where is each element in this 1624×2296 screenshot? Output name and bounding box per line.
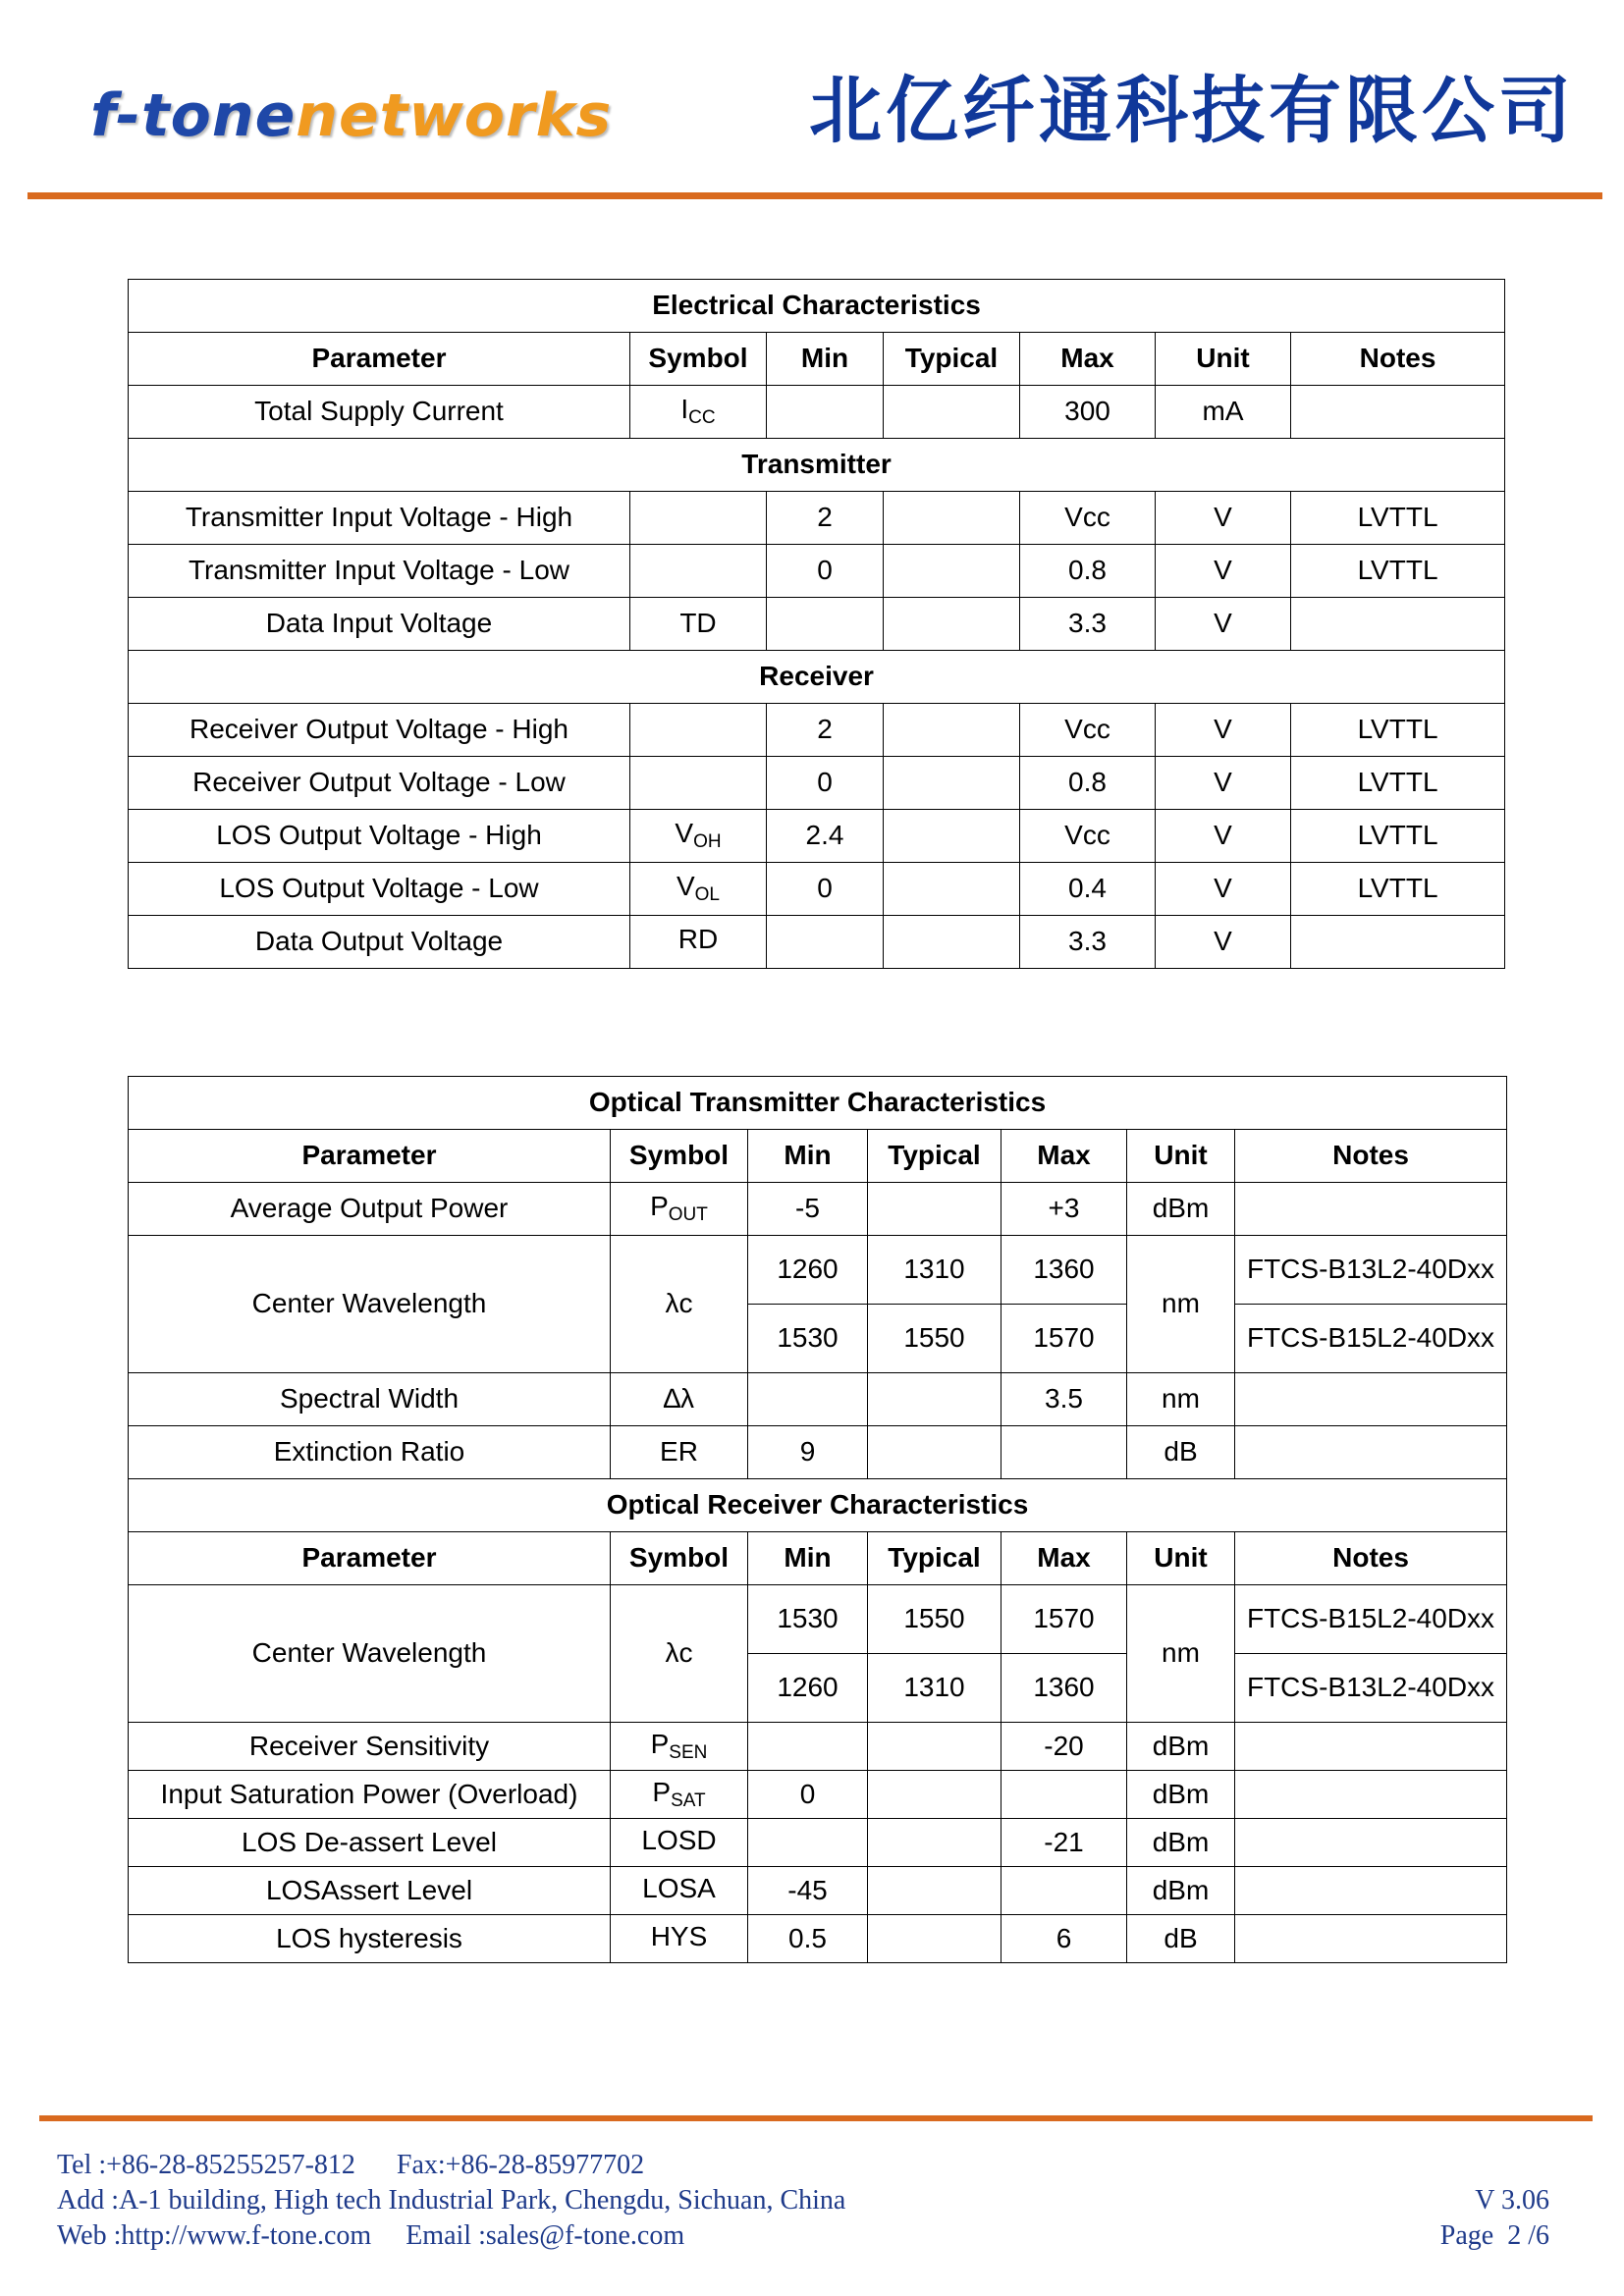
cell-unit: dBm bbox=[1127, 1183, 1235, 1236]
header-row bbox=[129, 333, 1505, 386]
cell-notes bbox=[1235, 1771, 1507, 1819]
cell-min: 2.4 bbox=[767, 810, 884, 863]
table-row bbox=[129, 810, 1505, 863]
cell-typical bbox=[868, 1867, 1001, 1915]
cell-min bbox=[767, 386, 884, 439]
cell-min: 0 bbox=[767, 757, 884, 810]
cell-min: 1260 bbox=[748, 1236, 868, 1305]
cell-notes bbox=[1235, 1723, 1507, 1771]
cell-parameter: Center Wavelength bbox=[129, 1236, 611, 1373]
cell-parameter: Spectral Width bbox=[129, 1373, 611, 1426]
cell-max: -20 bbox=[1001, 1723, 1127, 1771]
cell-max: 3.3 bbox=[1020, 598, 1156, 651]
cell-parameter: LOS hysteresis bbox=[129, 1915, 611, 1963]
cell-unit: V bbox=[1156, 810, 1291, 863]
footer-web: Web :http://www.f-tone.com bbox=[57, 2220, 372, 2251]
cell-symbol bbox=[630, 492, 767, 545]
symbol-base: V bbox=[675, 818, 694, 849]
cell-max bbox=[1001, 1426, 1127, 1479]
cell-typical bbox=[884, 863, 1020, 916]
cell-max: 300 bbox=[1020, 386, 1156, 439]
cell-unit: dBm bbox=[1127, 1771, 1235, 1819]
column-header: Typical bbox=[868, 1130, 1001, 1183]
optical-characteristics-table bbox=[128, 1076, 1507, 1963]
cell-parameter: LOSAssert Level bbox=[129, 1867, 611, 1915]
column-header: Max bbox=[1020, 333, 1156, 386]
column-header: Parameter bbox=[129, 1532, 611, 1585]
cell-notes bbox=[1235, 1819, 1507, 1867]
symbol-subscript: OH bbox=[693, 831, 722, 853]
cell-notes bbox=[1291, 386, 1505, 439]
cell-max: +3 bbox=[1001, 1183, 1127, 1236]
cell-notes bbox=[1235, 1867, 1507, 1915]
footer-contact bbox=[57, 2148, 845, 2254]
cell-parameter: Transmitter Input Voltage - Low bbox=[129, 545, 630, 598]
cell-unit: nm bbox=[1127, 1236, 1235, 1373]
section-title-row bbox=[129, 1077, 1507, 1130]
cell-notes bbox=[1235, 1183, 1507, 1236]
cell-parameter: Receiver Output Voltage - High bbox=[129, 704, 630, 757]
footer-page-total: /6 bbox=[1528, 2220, 1549, 2251]
cell-max bbox=[1001, 1867, 1127, 1915]
header-row bbox=[129, 1130, 1507, 1183]
footer-page-current: 2 bbox=[1507, 2220, 1522, 2251]
cell-notes: FTCS-B15L2-40Dxx bbox=[1235, 1585, 1507, 1654]
cell-symbol: λc bbox=[611, 1236, 748, 1373]
table-row bbox=[129, 1183, 1507, 1236]
cell-symbol bbox=[611, 1771, 748, 1819]
cell-notes: LVTTL bbox=[1291, 545, 1505, 598]
cell-min: 0.5 bbox=[748, 1915, 868, 1963]
cell-symbol: TD bbox=[630, 598, 767, 651]
cell-min bbox=[748, 1819, 868, 1867]
cell-symbol bbox=[630, 545, 767, 598]
table-row bbox=[129, 1426, 1507, 1479]
cell-min: 2 bbox=[767, 492, 884, 545]
cell-min: 1530 bbox=[748, 1305, 868, 1373]
cell-parameter: Total Supply Current bbox=[129, 386, 630, 439]
section-title-row bbox=[129, 1479, 1507, 1532]
table-row bbox=[129, 916, 1505, 969]
company-logo bbox=[90, 81, 613, 150]
cell-min bbox=[748, 1373, 868, 1426]
cell-parameter: Transmitter Input Voltage - High bbox=[129, 492, 630, 545]
column-header: Notes bbox=[1235, 1532, 1507, 1585]
cell-min: 0 bbox=[748, 1771, 868, 1819]
cell-symbol bbox=[630, 704, 767, 757]
table-row bbox=[129, 492, 1505, 545]
cell-max: 0.8 bbox=[1020, 757, 1156, 810]
footer-fax: Fax:+86-28-85977702 bbox=[396, 2150, 645, 2180]
table-row bbox=[129, 1915, 1507, 1963]
table-row bbox=[129, 1723, 1507, 1771]
column-header: Unit bbox=[1127, 1532, 1235, 1585]
cell-typical bbox=[868, 1915, 1001, 1963]
cell-typical bbox=[868, 1723, 1001, 1771]
footer-address: Add :A-1 building, High tech Industrial Park, Chengdu, Sichuan, China bbox=[57, 2185, 846, 2216]
company-name: 北亿纤通科技有限公司 bbox=[809, 69, 1575, 153]
section-title-row bbox=[129, 280, 1505, 333]
table-row bbox=[129, 1585, 1507, 1654]
subsection-row bbox=[129, 439, 1505, 492]
table-row bbox=[129, 863, 1505, 916]
table-row bbox=[129, 704, 1505, 757]
cell-symbol bbox=[611, 1915, 748, 1963]
cell-notes: LVTTL bbox=[1291, 492, 1505, 545]
footer-tel: Tel :+86-28-85255257-812 bbox=[57, 2150, 355, 2180]
cell-notes bbox=[1235, 1426, 1507, 1479]
cell-min bbox=[767, 916, 884, 969]
cell-typical bbox=[884, 598, 1020, 651]
cell-min: 0 bbox=[767, 863, 884, 916]
cell-symbol: λc bbox=[611, 1585, 748, 1723]
column-header: Min bbox=[767, 333, 884, 386]
header-row bbox=[129, 1532, 1507, 1585]
symbol-base: LOSD bbox=[641, 1824, 717, 1855]
cell-unit: V bbox=[1156, 704, 1291, 757]
cell-notes: LVTTL bbox=[1291, 810, 1505, 863]
cell-parameter: Data Input Voltage bbox=[129, 598, 630, 651]
cell-unit: V bbox=[1156, 598, 1291, 651]
column-header: Unit bbox=[1127, 1130, 1235, 1183]
cell-symbol bbox=[611, 1819, 748, 1867]
footer-email: Email :sales@f-tone.com bbox=[406, 2220, 685, 2251]
cell-max: 0.4 bbox=[1020, 863, 1156, 916]
footer-meta bbox=[1440, 2183, 1549, 2254]
cell-parameter: LOS Output Voltage - Low bbox=[129, 863, 630, 916]
column-header: Parameter bbox=[129, 1130, 611, 1183]
cell-typical bbox=[868, 1771, 1001, 1819]
symbol-subscript: SAT bbox=[671, 1789, 706, 1811]
cell-typical bbox=[884, 810, 1020, 863]
cell-notes: FTCS-B13L2-40Dxx bbox=[1235, 1236, 1507, 1305]
cell-parameter: LOS De-assert Level bbox=[129, 1819, 611, 1867]
cell-unit: dB bbox=[1127, 1426, 1235, 1479]
cell-symbol bbox=[630, 916, 767, 969]
column-header: Parameter bbox=[129, 333, 630, 386]
cell-parameter: Receiver Output Voltage - Low bbox=[129, 757, 630, 810]
cell-parameter: LOS Output Voltage - High bbox=[129, 810, 630, 863]
cell-notes: LVTTL bbox=[1291, 863, 1505, 916]
cell-min: -45 bbox=[748, 1867, 868, 1915]
cell-unit: nm bbox=[1127, 1585, 1235, 1723]
footer-divider bbox=[39, 2115, 1593, 2121]
cell-max: 6 bbox=[1001, 1915, 1127, 1963]
cell-max: Vcc bbox=[1020, 704, 1156, 757]
cell-typical: 1550 bbox=[868, 1585, 1001, 1654]
column-header: Max bbox=[1001, 1130, 1127, 1183]
cell-max: 1570 bbox=[1001, 1585, 1127, 1654]
cell-min: 1260 bbox=[748, 1654, 868, 1723]
cell-max: 3.3 bbox=[1020, 916, 1156, 969]
cell-unit: dB bbox=[1127, 1915, 1235, 1963]
cell-notes: LVTTL bbox=[1291, 757, 1505, 810]
cell-max: 3.5 bbox=[1001, 1373, 1127, 1426]
cell-parameter: Center Wavelength bbox=[129, 1585, 611, 1723]
cell-unit: V bbox=[1156, 545, 1291, 598]
symbol-subscript: SEN bbox=[669, 1741, 708, 1763]
cell-max: 1360 bbox=[1001, 1236, 1127, 1305]
subsection-row bbox=[129, 651, 1505, 704]
cell-typical bbox=[884, 757, 1020, 810]
section-title: Electrical Characteristics bbox=[129, 280, 1505, 333]
cell-parameter: Data Output Voltage bbox=[129, 916, 630, 969]
cell-notes: LVTTL bbox=[1291, 704, 1505, 757]
cell-symbol bbox=[630, 386, 767, 439]
cell-max: Vcc bbox=[1020, 810, 1156, 863]
table-row bbox=[129, 598, 1505, 651]
cell-parameter: Average Output Power bbox=[129, 1183, 611, 1236]
cell-symbol: ∆λ bbox=[611, 1373, 748, 1426]
cell-notes: FTCS-B13L2-40Dxx bbox=[1235, 1654, 1507, 1723]
cell-notes bbox=[1291, 916, 1505, 969]
cell-symbol bbox=[630, 810, 767, 863]
footer-version: V 3.06 bbox=[1475, 2185, 1549, 2216]
cell-symbol bbox=[630, 863, 767, 916]
symbol-base: I bbox=[680, 394, 689, 425]
cell-max: -21 bbox=[1001, 1819, 1127, 1867]
cell-symbol bbox=[630, 757, 767, 810]
table-row bbox=[129, 757, 1505, 810]
cell-parameter: Receiver Sensitivity bbox=[129, 1723, 611, 1771]
footer-page-label: Page bbox=[1439, 2220, 1494, 2251]
cell-typical bbox=[868, 1426, 1001, 1479]
symbol-base: P bbox=[650, 1191, 669, 1222]
column-header: Symbol bbox=[611, 1130, 748, 1183]
cell-unit: dBm bbox=[1127, 1723, 1235, 1771]
cell-unit: V bbox=[1156, 916, 1291, 969]
symbol-base: HYS bbox=[650, 1920, 708, 1951]
column-header: Typical bbox=[884, 333, 1020, 386]
cell-notes bbox=[1235, 1373, 1507, 1426]
cell-max: 0.8 bbox=[1020, 545, 1156, 598]
table-row bbox=[129, 1819, 1507, 1867]
column-header: Symbol bbox=[611, 1532, 748, 1585]
cell-parameter: Extinction Ratio bbox=[129, 1426, 611, 1479]
column-header: Min bbox=[748, 1130, 868, 1183]
section-title: Optical Receiver Characteristics bbox=[129, 1479, 1507, 1532]
electrical-characteristics-table bbox=[128, 279, 1505, 969]
cell-min: -5 bbox=[748, 1183, 868, 1236]
cell-typical: 1550 bbox=[868, 1305, 1001, 1373]
cell-min: 9 bbox=[748, 1426, 868, 1479]
header-divider bbox=[27, 192, 1602, 199]
column-header: Max bbox=[1001, 1532, 1127, 1585]
column-header: Notes bbox=[1235, 1130, 1507, 1183]
cell-symbol bbox=[611, 1867, 748, 1915]
cell-unit: nm bbox=[1127, 1373, 1235, 1426]
cell-symbol bbox=[611, 1183, 748, 1236]
cell-max: 1360 bbox=[1001, 1654, 1127, 1723]
cell-unit: dBm bbox=[1127, 1867, 1235, 1915]
symbol-subscript: OUT bbox=[668, 1204, 708, 1226]
cell-typical bbox=[868, 1373, 1001, 1426]
cell-min: 2 bbox=[767, 704, 884, 757]
cell-unit: V bbox=[1156, 492, 1291, 545]
subsection-title: Receiver bbox=[129, 651, 1505, 704]
cell-unit: V bbox=[1156, 863, 1291, 916]
cell-max: Vcc bbox=[1020, 492, 1156, 545]
cell-notes bbox=[1291, 598, 1505, 651]
symbol-base: P bbox=[652, 1776, 672, 1807]
table-row bbox=[129, 1236, 1507, 1305]
logo-text-part2: networks bbox=[296, 81, 613, 150]
cell-typical: 1310 bbox=[868, 1654, 1001, 1723]
table-row bbox=[129, 1867, 1507, 1915]
cell-parameter: Input Saturation Power (Overload) bbox=[129, 1771, 611, 1819]
section-title: Optical Transmitter Characteristics bbox=[129, 1077, 1507, 1130]
cell-max bbox=[1001, 1771, 1127, 1819]
cell-typical bbox=[884, 386, 1020, 439]
cell-min bbox=[748, 1723, 868, 1771]
cell-typical bbox=[884, 492, 1020, 545]
cell-typical bbox=[868, 1183, 1001, 1236]
cell-symbol: ER bbox=[611, 1426, 748, 1479]
column-header: Notes bbox=[1291, 333, 1505, 386]
cell-min: 0 bbox=[767, 545, 884, 598]
cell-unit: V bbox=[1156, 757, 1291, 810]
cell-typical bbox=[884, 916, 1020, 969]
cell-notes bbox=[1235, 1915, 1507, 1963]
logo-text-part1: f-tone bbox=[90, 81, 297, 150]
cell-typical bbox=[868, 1819, 1001, 1867]
table-row bbox=[129, 1771, 1507, 1819]
cell-min bbox=[767, 598, 884, 651]
column-header: Typical bbox=[868, 1532, 1001, 1585]
cell-symbol bbox=[611, 1723, 748, 1771]
cell-max: 1570 bbox=[1001, 1305, 1127, 1373]
symbol-subscript: CC bbox=[688, 407, 716, 429]
cell-unit: dBm bbox=[1127, 1819, 1235, 1867]
symbol-base: LOSA bbox=[642, 1872, 716, 1903]
table-row bbox=[129, 386, 1505, 439]
table-row bbox=[129, 545, 1505, 598]
column-header: Unit bbox=[1156, 333, 1291, 386]
symbol-subscript: OL bbox=[694, 884, 721, 906]
cell-typical bbox=[884, 704, 1020, 757]
cell-typical bbox=[884, 545, 1020, 598]
cell-typical: 1310 bbox=[868, 1236, 1001, 1305]
symbol-base: RD bbox=[677, 924, 719, 955]
column-header: Min bbox=[748, 1532, 868, 1585]
column-header: Symbol bbox=[630, 333, 767, 386]
cell-min: 1530 bbox=[748, 1585, 868, 1654]
cell-notes: FTCS-B15L2-40Dxx bbox=[1235, 1305, 1507, 1373]
cell-unit: mA bbox=[1156, 386, 1291, 439]
subsection-title: Transmitter bbox=[129, 439, 1505, 492]
symbol-base: P bbox=[650, 1728, 670, 1759]
table-row bbox=[129, 1373, 1507, 1426]
symbol-base: V bbox=[676, 871, 695, 902]
